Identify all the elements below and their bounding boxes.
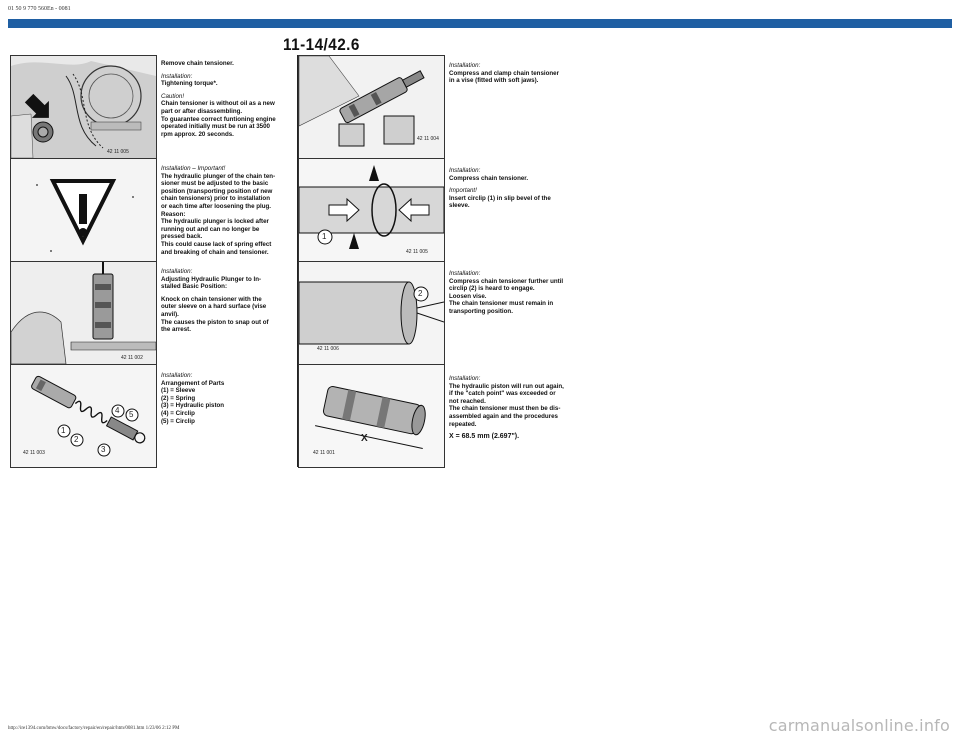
figure-number: 42 11 004 — [417, 136, 439, 142]
page-title: 11-14/42.6 — [283, 35, 360, 54]
text-piston-run-out: Installation: The hydraulic piston will run out again, if the "catch point" was exceeded or not reached. The chain tensioner must then be dis- assembled again and the procedures repeated. X = 68.5 mm (2.697"). — [449, 375, 564, 441]
figure-warning-triangle — [10, 158, 157, 262]
figure-number: 42 11 005 — [406, 249, 428, 255]
figure-number: 42 11 001 — [313, 450, 335, 456]
text-arrangement-parts: Installation: Arrangement of Parts (1) = Sleeve (2) = Spring (3) = Hydraulic piston (4) = Circlip (5) = Circlip — [161, 372, 225, 425]
header-bar — [8, 19, 952, 28]
callout-3: 3 — [101, 445, 106, 454]
document-code: 01 50 9 770 560En - 0081 — [8, 6, 71, 12]
callout-4: 4 — [115, 406, 120, 415]
text-adjusting-plunger: Installation: Adjusting Hydraulic Plunger to In- stalled Basic Position: Knock on chain tensioner with the outer sleeve on a hard surface (vise anvil). The causes the piston to snap out of the arrest. — [161, 268, 269, 334]
figure-vise-clamp — [298, 55, 445, 159]
figure-number: 42 11 002 — [121, 355, 143, 361]
figure-number: 42 11 005 — [107, 149, 129, 155]
figure-knock-tensioner — [10, 261, 157, 365]
callout-5: 5 — [129, 410, 134, 419]
figure-insert-circlip — [298, 158, 445, 262]
watermark: carmanualsonline.info — [768, 716, 950, 735]
callout-2: 2 — [74, 435, 79, 444]
text-compress-tensioner: Installation: Compress chain tensioner. Important! Insert circlip (1) in slip bevel of the sleeve. — [449, 167, 551, 210]
text-compress-clamp: Installation: Compress and clamp chain tensioner in a vise (fitted with soft jaws). — [449, 62, 560, 85]
figure-compress-further — [298, 261, 445, 365]
figure-chain-tensioner-engine — [10, 55, 157, 159]
figure-parts-arrangement — [10, 364, 157, 468]
callout-2: 2 — [418, 289, 423, 298]
figure-number: 42 11 006 — [317, 346, 339, 352]
figure-dimension-x — [298, 364, 445, 468]
dimension-x-label: X — [361, 433, 368, 444]
figure-number: 42 11 003 — [23, 450, 45, 456]
text-remove-tensioner: Remove chain tensioner. Installation: Tightening torque*. Caution! Chain tensioner is without oil as a new part or after disassembling. To guarantee correct funtioning engine operated initially must be run at 3500 rpm approx. 20 seconds. — [161, 60, 276, 138]
text-important-adjust: Installation – Important! The hydraulic plunger of the chain ten- sioner must be adjusted to the basic position (transporting position of new chain tensioners) prior to installation or each time after loosening the plug. Reason: The hydraulic plunger is locked after running out and can no longer be pressed back. This could cause lack of spring effect and breaking of chain and tensioner. — [161, 165, 276, 256]
text-compress-further: Installation: Compress chain tensioner further until circlip (2) is heard to engage. Loosen vise. The chain tensioner must remain in transporting position. — [449, 270, 564, 315]
callout-1: 1 — [61, 426, 66, 435]
footer-url: http://ire1394.com/bmw/docs/factory/repair/en/repair/htm/0081.htm 1/23/06 2:12 PM — [8, 726, 180, 731]
callout-1: 1 — [322, 232, 327, 241]
